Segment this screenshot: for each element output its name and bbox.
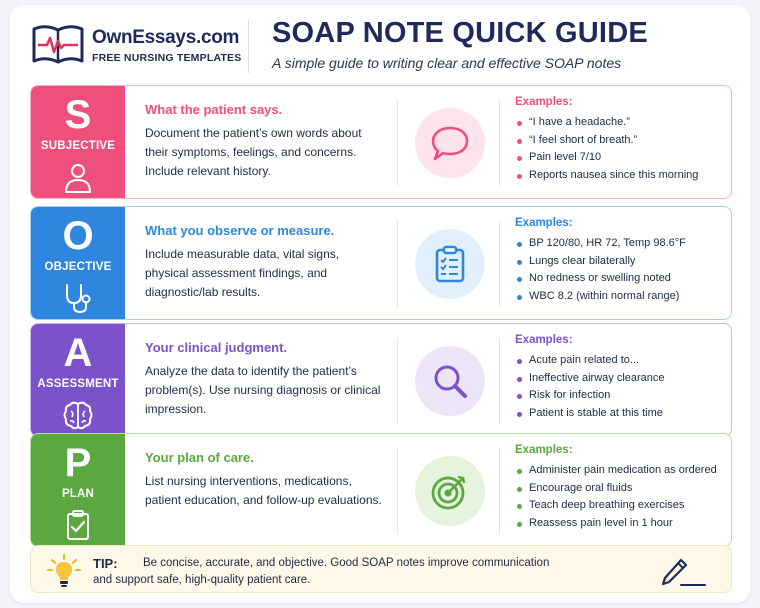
brand-name: OwnEssays.com bbox=[92, 27, 240, 48]
examples-list bbox=[515, 235, 686, 305]
section-heading: Your clinical judgment. bbox=[145, 340, 288, 355]
divider bbox=[397, 448, 398, 534]
examples-list bbox=[515, 462, 717, 532]
guide-page bbox=[10, 5, 750, 603]
example-item: Teach deep breathing exercises bbox=[515, 497, 717, 515]
example-item: Ineffective airway clearance bbox=[515, 370, 665, 388]
section-description: Analyze the data to identify the patient’s problem(s). Use nursing diagnosis or clinical impression. bbox=[145, 364, 381, 416]
examples-list bbox=[515, 352, 665, 422]
examples-label: Examples: bbox=[515, 96, 573, 108]
header bbox=[10, 5, 750, 85]
example-item: WBC 8.2 (within normal range) bbox=[515, 288, 686, 306]
examples-label: Examples: bbox=[515, 444, 573, 456]
speech-bubble-icon bbox=[430, 123, 470, 163]
example-item: “I feel short of breath.” bbox=[515, 132, 698, 150]
section-plan bbox=[30, 433, 732, 547]
section-letter: P bbox=[64, 441, 92, 485]
section-heading: What you observe or measure. bbox=[145, 223, 335, 238]
side-panel-plan bbox=[31, 434, 125, 546]
checklist-icon bbox=[61, 508, 95, 542]
tip-text-continued: and support safe, high-quality patient care. bbox=[93, 574, 311, 586]
section-word: OBJECTIVE bbox=[44, 261, 112, 273]
side-panel-objective bbox=[31, 207, 125, 319]
tip-text: Be concise, accurate, and objective. Good SOAP notes improve communication bbox=[143, 557, 550, 569]
tip-box bbox=[30, 545, 732, 593]
section-objective bbox=[30, 206, 732, 320]
example-item: Patient is stable at this time bbox=[515, 405, 665, 423]
examples-label: Examples: bbox=[515, 217, 573, 229]
divider bbox=[499, 100, 500, 186]
example-item: Encourage oral fluids bbox=[515, 480, 717, 498]
stethoscope-icon bbox=[61, 281, 95, 315]
example-item: Reports nausea since this morning bbox=[515, 167, 698, 185]
section-description: Include measurable data, vital signs, physical assessment findings, and diagnostic/lab results. bbox=[145, 247, 340, 299]
section-word: SUBJECTIVE bbox=[40, 140, 116, 152]
section-letter: O bbox=[62, 214, 94, 258]
person-icon bbox=[61, 160, 95, 194]
magnifier-icon bbox=[430, 361, 470, 401]
section-word: PLAN bbox=[61, 488, 95, 500]
icon-circle bbox=[415, 229, 485, 299]
side-panel-subjective bbox=[31, 86, 125, 198]
example-item: No redness or swelling noted bbox=[515, 270, 686, 288]
section-letter: S bbox=[64, 93, 92, 137]
section-word: ASSESSMENT bbox=[37, 378, 119, 390]
examples-label: Examples: bbox=[515, 334, 573, 346]
header-divider bbox=[248, 19, 249, 73]
example-item: Risk for infection bbox=[515, 387, 665, 405]
divider bbox=[499, 448, 500, 534]
example-item: Reassess pain level in 1 hour bbox=[515, 515, 717, 533]
page-subtitle: A simple guide to writing clear and effective SOAP notes bbox=[272, 55, 622, 71]
examples-list bbox=[515, 114, 698, 184]
lightbulb-icon bbox=[47, 554, 81, 588]
example-item: Acute pain related to... bbox=[515, 352, 665, 370]
divider bbox=[397, 338, 398, 424]
example-item: Lungs clear bilaterally bbox=[515, 253, 686, 271]
page-title: SOAP NOTE QUICK GUIDE bbox=[272, 17, 648, 49]
divider bbox=[499, 338, 500, 424]
side-panel-assessment bbox=[31, 324, 125, 436]
brand-tagline: FREE NURSING TEMPLATES bbox=[92, 52, 242, 64]
icon-circle bbox=[415, 108, 485, 178]
section-heading: Your plan of care. bbox=[145, 450, 254, 465]
divider bbox=[397, 100, 398, 186]
section-subjective bbox=[30, 85, 732, 199]
book-heartbeat-logo-icon bbox=[30, 21, 86, 67]
section-description: Document the patient’s own words about their symptoms, feelings, and concerns. Include relevant history. bbox=[145, 126, 362, 178]
example-item: Pain level 7/10 bbox=[515, 149, 698, 167]
section-assessment bbox=[30, 323, 732, 437]
divider bbox=[397, 221, 398, 307]
example-item: BP 120/80, HR 72, Temp 98.6°F bbox=[515, 235, 686, 253]
section-heading: What the patient says. bbox=[145, 102, 283, 117]
divider bbox=[499, 221, 500, 307]
icon-circle bbox=[415, 456, 485, 526]
pen-icon bbox=[659, 556, 709, 588]
target-icon bbox=[430, 471, 470, 511]
example-item: “I have a headache.” bbox=[515, 114, 698, 132]
icon-circle bbox=[415, 346, 485, 416]
tip-label: TIP: bbox=[93, 556, 118, 571]
clipboard-icon bbox=[430, 244, 470, 284]
section-description: List nursing interventions, medications, patient education, and follow-up evaluations. bbox=[145, 474, 382, 507]
brain-icon bbox=[61, 398, 95, 432]
section-letter: A bbox=[63, 331, 93, 375]
example-item: Administer pain medication as ordered bbox=[515, 462, 717, 480]
